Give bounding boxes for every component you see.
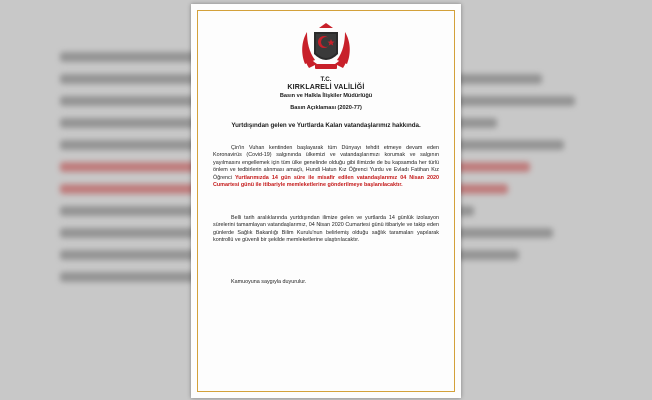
document-subject: Yurtdışından gelen ve Yurtlarda Kalan vatandaşlarımız hakkında. xyxy=(231,122,421,129)
press-release-number: Basın Açıklaması (2020-77) xyxy=(290,105,362,111)
paragraph-2: Belli tarih aralıklarında yurtdışından ilimize gelen ve yurtlarda 14 günlük izolasyon sürelerini tamamlayan vatandaşlarımız, 04 Nisan 2020 Cumartesi günü itibariyle ve takip eden günlerde Sağlık Bakanlığı Bilim Kurulu'nun belirlemiş olduğu sağlık taramaları yapılarak kontrollü ve güvenli bir şekilde memleketlerine ulaştırılacaktır. xyxy=(213,215,439,244)
closing-line: Kamuoyuna saygıyla duyurulur. xyxy=(231,279,307,285)
governorship-emblem-icon xyxy=(299,20,353,74)
paragraph-1 xyxy=(213,145,439,189)
header-tc: T.C. xyxy=(320,76,332,83)
paragraph-1-highlight: Yurtlarımızda 14 gün süre ile misafir edilen vatandaşlarımız 04 Nisan 2020 Cumartesi günü ile itibariyle memleketlerine gönderilmeye başlanılacaktır. xyxy=(213,174,439,189)
header-department: Basın ve Halkla İlişkiler Müdürlüğü xyxy=(279,93,373,99)
header-governorship: KIRKLARELİ VALİLİĞİ xyxy=(287,84,365,91)
paragraph-1-text: Çin'in Vuhan kentinden başlayarak tüm Dünyayı tehdit etmeye devam eden Koronavirüs (Covid-19) salgınında ülkemizi ve vatandaşlarımızı korumak ve salgının yayılmasını engellemek için tüm ülke genelinde olduğu gibi ilimizde de bu kapsamda her türlü önlem ve tedbirlerin alınması amaçlı, Hundi Hatun Kız Öğrenci Yurdu ve Evladı Fatihan Kız Öğrenci xyxy=(213,145,439,181)
press-release-document xyxy=(191,4,461,398)
